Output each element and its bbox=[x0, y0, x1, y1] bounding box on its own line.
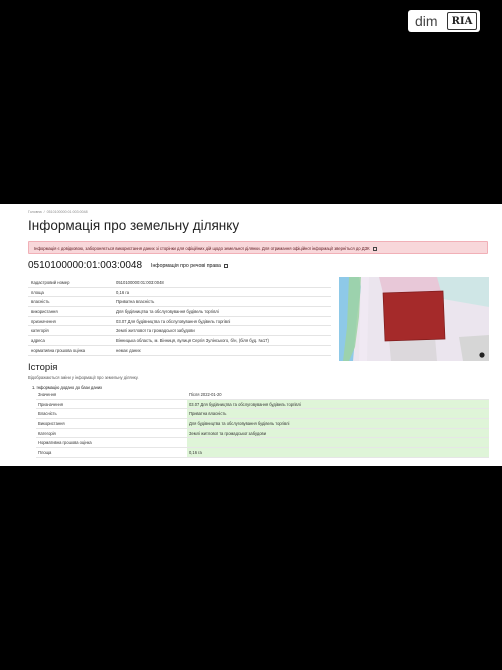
column-header-value: Після 2022-01-20 bbox=[187, 390, 489, 399]
parcel-info-table bbox=[28, 278, 331, 356]
table-row bbox=[36, 448, 489, 458]
table-row bbox=[36, 419, 489, 429]
breadcrumb bbox=[28, 210, 88, 214]
history-title: Історія bbox=[28, 362, 58, 373]
history-value: 03.07 Для будівництва та обслуговування будівель торгівлі bbox=[187, 399, 489, 409]
history-value: Приватна власність bbox=[187, 409, 489, 419]
info-value: Для будівництва та обслуговування будівель торгівлі bbox=[113, 307, 331, 317]
table-row bbox=[28, 316, 331, 326]
dim-ria-logo bbox=[408, 10, 480, 32]
info-key: адреса bbox=[28, 336, 113, 346]
table-row bbox=[36, 399, 489, 409]
history-key: Власність bbox=[36, 409, 187, 419]
history-key: Використання bbox=[36, 419, 187, 429]
info-key: власність bbox=[28, 297, 113, 307]
history-value bbox=[187, 438, 489, 448]
breadcrumb-current: 0510100000:01:003:0048 bbox=[46, 210, 88, 214]
info-value: 0510100000:01:003:0048 bbox=[113, 278, 331, 287]
alert-text: Інформація є довідковою, забороняється використання даних зі сторінки для офіційних дій щодо земельної ділянки. Для отримання офіційної інформації зверніться до ДЗК bbox=[34, 246, 370, 251]
table-row bbox=[28, 297, 331, 307]
map-canvas[interactable] bbox=[339, 277, 489, 361]
table-row bbox=[36, 438, 489, 448]
info-key: нормативна грошова оцінка bbox=[28, 345, 113, 355]
table-row bbox=[28, 326, 331, 336]
rights-info-link-label[interactable]: Інформація про речові права bbox=[151, 263, 221, 269]
disclaimer-alert bbox=[28, 241, 488, 254]
logo-ria-badge: RIA bbox=[447, 12, 477, 30]
table-row bbox=[36, 409, 489, 419]
history-item-title: 1. Інформацію додано до бази даних bbox=[32, 385, 103, 390]
column-header-key: Значення bbox=[36, 390, 187, 399]
history-value: Землі житлової та громадської забудови bbox=[187, 428, 489, 438]
table-row bbox=[28, 336, 331, 346]
table-row bbox=[28, 278, 331, 287]
info-value: 03.07 Для будівництва та обслуговування будівель торгівлі bbox=[113, 316, 331, 326]
external-link-icon[interactable] bbox=[224, 264, 228, 268]
info-key: використання bbox=[28, 307, 113, 317]
parcel-map[interactable] bbox=[339, 277, 489, 361]
rights-info-link[interactable] bbox=[151, 263, 228, 269]
info-key: призначення bbox=[28, 316, 113, 326]
map-area-pink bbox=[379, 277, 443, 293]
cadastral-number-heading: 0510100000:01:003:0048 bbox=[28, 260, 143, 271]
history-key: Категорія bbox=[36, 428, 187, 438]
map-parcel-highlight[interactable] bbox=[383, 291, 445, 341]
logo-dim-text: dim bbox=[415, 13, 438, 29]
info-value: Вінницька область, м. Вінниця, вулиця Сергія Зулінського, б/н, (біля буд. №17) bbox=[113, 336, 331, 346]
page-title: Інформація про земельну ділянку bbox=[28, 218, 240, 233]
info-key: площа bbox=[28, 287, 113, 297]
info-value: Приватна власність bbox=[113, 297, 331, 307]
breadcrumb-home[interactable]: Головна bbox=[28, 210, 42, 214]
info-key: категорія bbox=[28, 326, 113, 336]
history-table bbox=[36, 390, 489, 458]
info-value: Землі житлової та громадської забудови bbox=[113, 326, 331, 336]
table-row bbox=[28, 345, 331, 355]
history-key: Нормативна грошова оцінка bbox=[36, 438, 187, 448]
table-row bbox=[36, 428, 489, 438]
table-row bbox=[28, 287, 331, 297]
table-header-row bbox=[36, 390, 489, 399]
page-content bbox=[0, 204, 502, 466]
map-building bbox=[459, 335, 489, 361]
history-value: 0,16 га bbox=[187, 448, 489, 458]
info-value: 0,16 га bbox=[113, 287, 331, 297]
breadcrumb-separator: / bbox=[43, 210, 45, 214]
map-marker-icon[interactable] bbox=[479, 352, 484, 357]
history-key: Площа bbox=[36, 448, 187, 458]
info-value: немає даних bbox=[113, 345, 331, 355]
external-link-icon[interactable] bbox=[373, 247, 377, 251]
history-key: Призначення bbox=[36, 399, 187, 409]
info-key: Кадастровий номер bbox=[28, 278, 113, 287]
table-row bbox=[28, 307, 331, 317]
history-subtitle: Відображаються зміни у інформації про земельну ділянку. bbox=[28, 375, 139, 380]
history-value: Для будівництва та обслуговування будівель торгівлі bbox=[187, 419, 489, 429]
